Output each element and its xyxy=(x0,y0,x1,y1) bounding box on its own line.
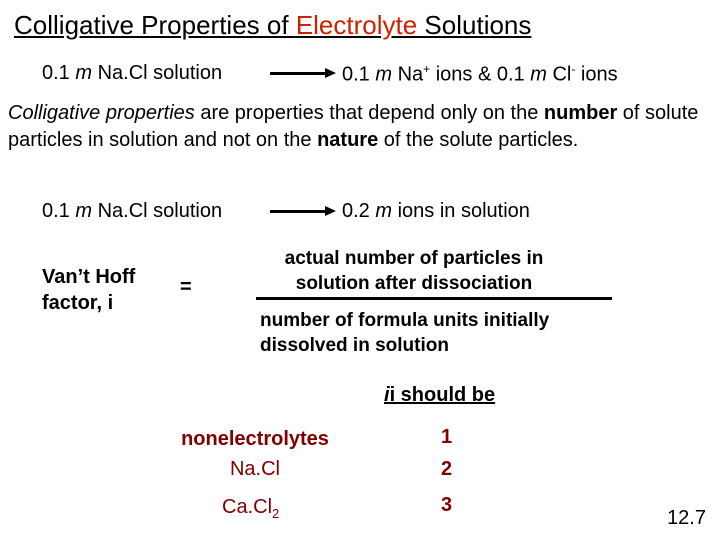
eq1-right-molality: m xyxy=(375,63,393,86)
fraction-numerator: actual number of particles in solution after dissociation xyxy=(284,248,544,294)
arrow-icon xyxy=(270,210,326,213)
table-row-label: Na.Cl xyxy=(229,458,280,480)
fraction-denominator: number of formula units initially dissolved in solution xyxy=(260,310,550,356)
eq1-right-molality-2: m xyxy=(530,63,547,86)
eq1-cl: Cl xyxy=(546,63,572,86)
table-row-label: nonelectrolytes xyxy=(181,428,329,450)
vant-hoff-line2: factor, i xyxy=(42,292,114,314)
slide-number: 12.7 xyxy=(667,507,706,529)
para-text-3: of the solute particles. xyxy=(378,129,579,151)
title-highlight: Electrolyte xyxy=(295,10,418,40)
eq2-right-rest: ions in solution xyxy=(392,200,530,222)
title-part2: Solutions xyxy=(417,10,532,40)
table-header: ii should be xyxy=(384,384,496,406)
table-header-text: i should be xyxy=(389,384,496,406)
equals-sign: = xyxy=(180,276,192,298)
eq2-left-num: 0.1 xyxy=(42,200,76,222)
cacl-label: Ca.Cl xyxy=(222,496,273,518)
equation1-right xyxy=(342,62,618,87)
eq1-left-rest: Na.Cl solution xyxy=(92,62,223,84)
equation1-left xyxy=(42,62,222,85)
term-nature: nature xyxy=(317,129,379,151)
term-number: number xyxy=(543,102,618,124)
eq1-left-num: 0.1 xyxy=(42,62,76,84)
eq1-mid: ions & 0.1 xyxy=(430,63,531,86)
table-row-label xyxy=(222,496,279,521)
eq1-plus-charge: + xyxy=(423,62,431,76)
equation2-right xyxy=(342,200,530,223)
eq2-right-num: 0.2 xyxy=(342,200,376,222)
eq2-right-molality: m xyxy=(375,200,393,222)
vant-hoff-label xyxy=(42,264,135,316)
eq2-left-rest: Na.Cl solution xyxy=(92,200,223,222)
table-row-value: 2 xyxy=(441,458,453,480)
eq1-end: ions xyxy=(575,63,618,86)
eq1-minus-charge: - xyxy=(571,62,576,76)
eq1-left-molality: m xyxy=(75,62,93,84)
eq2-left-molality: m xyxy=(75,200,93,222)
fraction-bar xyxy=(256,297,612,300)
eq1-na: Na xyxy=(392,63,424,86)
table-row-value: 3 xyxy=(441,494,453,516)
arrow-icon xyxy=(270,72,326,75)
table-row-value: 1 xyxy=(441,426,453,448)
para-text-2: of solute particles in solution and not on the xyxy=(8,102,699,151)
para-text-1: are properties that depend only on the xyxy=(194,102,544,124)
cacl-subscript: 2 xyxy=(272,506,280,521)
equation2-left xyxy=(42,200,222,223)
title-part1: Colligative Properties of xyxy=(14,10,296,40)
definition-paragraph xyxy=(8,100,708,154)
page-title xyxy=(14,10,531,41)
term-colligative: Colligative properties xyxy=(8,102,195,124)
eq1-right-num: 0.1 xyxy=(342,63,376,86)
vant-hoff-line1: Van’t Hoff xyxy=(42,266,136,288)
